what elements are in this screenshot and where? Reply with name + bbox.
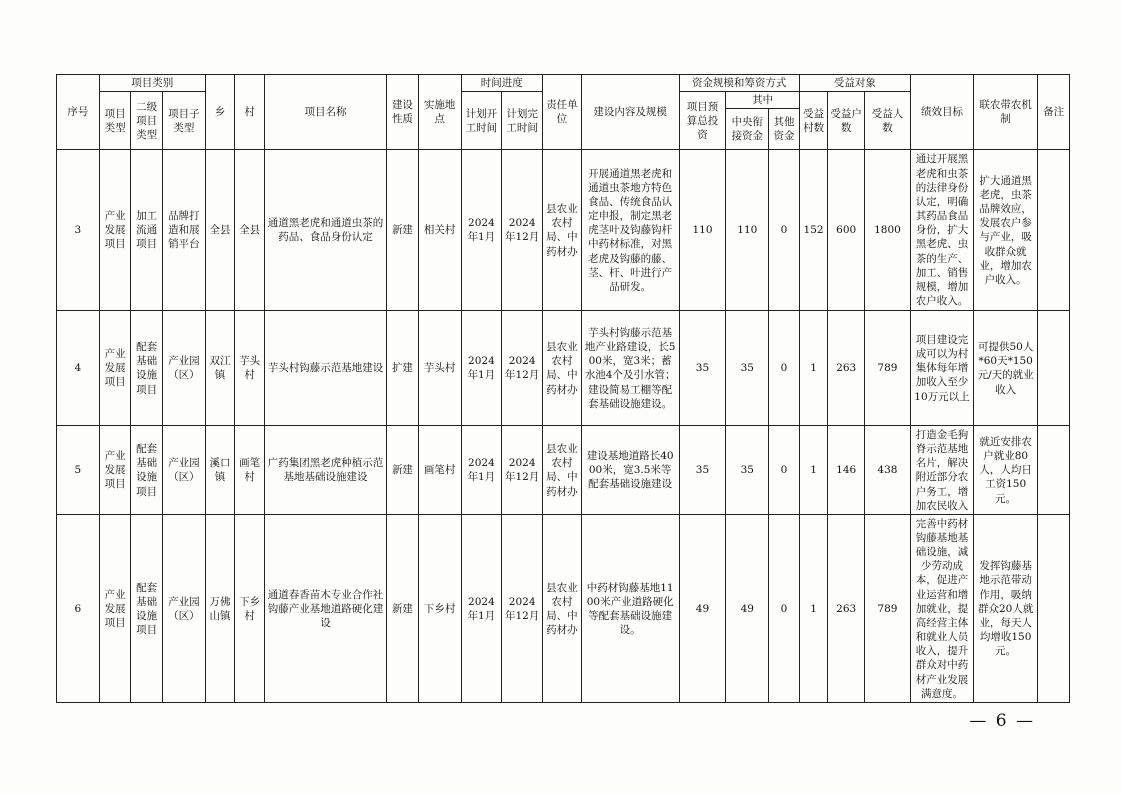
cell-goal: 打造金毛狗脊示范基地名片，解决附近部分农户务工，增加农民收入	[910, 426, 973, 515]
header-benefit-villages: 受益村数	[799, 92, 828, 150]
cell-level2: 配套基础设施项目	[131, 426, 163, 515]
header-budget: 项目预算总投资	[679, 92, 726, 150]
cell-level2: 配套基础设施项目	[131, 515, 163, 703]
cell-people: 438	[865, 426, 911, 515]
header-cat-sub: 项目子类型	[162, 92, 205, 150]
cell-mechanism: 扩大通道黑老虎，虫茶品牌效应，发展农户参与产业，吸收群众就业，增加农户收入。	[974, 150, 1038, 311]
cell-township: 全县	[205, 150, 235, 311]
header-township: 乡	[205, 75, 235, 150]
table-row	[57, 311, 1070, 426]
cell-goal: 完善中药材钩藤基地基础设施，减少劳动成本，促进产业运营和增加就业，提高经营主体和就业人员收入，提升群众对中药材产业发展满意度。	[910, 515, 973, 703]
cell-budget: 110	[679, 150, 726, 311]
header-benefit-group: 受益对象	[799, 75, 910, 92]
cell-seq: 4	[57, 311, 100, 426]
cell-type: 产业发展项目	[99, 150, 131, 311]
cell-start: 2024年1月	[461, 311, 502, 426]
cell-content: 建设基地道路长4000米，宽3.5米等配套基础设施建设	[581, 426, 679, 515]
cell-start: 2024年1月	[461, 426, 502, 515]
header-benefit-households: 受益户数	[828, 92, 865, 150]
cell-central: 35	[726, 311, 769, 426]
header-village: 村	[235, 75, 265, 150]
header-goal: 绩效目标	[910, 75, 973, 150]
cell-start: 2024年1月	[461, 150, 502, 311]
cell-mechanism: 发挥钩藤基地示范带动作用，吸纳群众20人就业，每天人均增收150元。	[974, 515, 1038, 703]
cell-villages: 1	[799, 515, 828, 703]
header-cat-level2: 二级项目类型	[131, 92, 163, 150]
header-start: 计划开工时间	[461, 92, 502, 150]
header-end: 计划完工时间	[502, 92, 543, 150]
cell-remarks	[1038, 515, 1070, 703]
header-fund-group: 资金规模和筹资方式	[679, 75, 799, 92]
cell-end: 2024年12月	[502, 426, 543, 515]
cell-sub: 品牌打造和展销平台	[162, 150, 205, 311]
cell-sub: 产业园（区）	[162, 515, 205, 703]
cell-goal: 通过开展黑老虎和虫茶的法律身份认定，明确其药品食品身份，扩大黑老虎、虫茶的生产、加工、销售规模，增加农户收入。	[910, 150, 973, 311]
header-benefit-people: 受益人数	[865, 92, 911, 150]
cell-other: 0	[769, 150, 800, 311]
cell-other: 0	[769, 311, 800, 426]
header-project-name: 项目名称	[264, 75, 386, 150]
header-content: 建设内容及规模	[581, 75, 679, 150]
cell-location: 相关村	[418, 150, 461, 311]
cell-level2: 加工流通项目	[131, 150, 163, 311]
header-cat-type: 项目类型	[99, 92, 131, 150]
cell-village: 芋头村	[235, 311, 265, 426]
cell-unit: 县农业农村局、中药材办	[543, 150, 582, 311]
cell-location: 下乡村	[418, 515, 461, 703]
cell-nature: 新建	[387, 150, 419, 311]
cell-seq: 3	[57, 150, 100, 311]
cell-seq: 5	[57, 426, 100, 515]
page-number: — 6 —	[969, 711, 1035, 731]
cell-unit: 县农业农村局、中药材办	[543, 426, 582, 515]
cell-township: 万佛山镇	[205, 515, 235, 703]
header-central: 中央衔接资金	[726, 109, 769, 150]
cell-people: 789	[865, 311, 911, 426]
cell-content: 开展通道黑老虎和通道虫茶地方特色食品、传统食品认定申报，制定黑老虎茎叶及钩藤钩杆中药材标准，对黑老虎及钩藤的藤、茎、杆、叶进行产品研发。	[581, 150, 679, 311]
cell-end: 2024年12月	[502, 515, 543, 703]
cell-end: 2024年12月	[502, 150, 543, 311]
cell-budget: 49	[679, 515, 726, 703]
cell-location: 画笔村	[418, 426, 461, 515]
cell-sub: 产业园（区）	[162, 426, 205, 515]
cell-central: 110	[726, 150, 769, 311]
cell-people: 789	[865, 515, 911, 703]
cell-central: 35	[726, 426, 769, 515]
cell-village: 全县	[235, 150, 265, 311]
table-row	[57, 515, 1070, 703]
cell-township: 溪口镇	[205, 426, 235, 515]
cell-nature: 扩建	[387, 311, 419, 426]
cell-households: 600	[828, 150, 865, 311]
header-time-group: 时间进度	[461, 75, 543, 92]
cell-central: 49	[726, 515, 769, 703]
cell-unit: 县农业农村局、中药材办	[543, 311, 582, 426]
cell-villages: 1	[799, 426, 828, 515]
cell-nature: 新建	[387, 426, 419, 515]
cell-mechanism: 可提供50人*60天*150元/天的就业收入	[974, 311, 1038, 426]
header-nature: 建设性质	[387, 75, 419, 150]
cell-location: 芋头村	[418, 311, 461, 426]
cell-unit: 县农业农村局、中药材办	[543, 515, 582, 703]
cell-goal: 项目建设完成可以为村集体每年增加收入至少10万元以上	[910, 311, 973, 426]
cell-remarks	[1038, 426, 1070, 515]
cell-households: 263	[828, 311, 865, 426]
cell-people: 1800	[865, 150, 911, 311]
cell-level2: 配套基础设施项目	[131, 311, 163, 426]
cell-remarks	[1038, 311, 1070, 426]
cell-village: 画笔村	[235, 426, 265, 515]
header-unit: 责任单位	[543, 75, 582, 150]
header-among: 其中	[726, 92, 799, 109]
cell-end: 2024年12月	[502, 311, 543, 426]
cell-type: 产业发展项目	[99, 515, 131, 703]
cell-type: 产业发展项目	[99, 311, 131, 426]
cell-budget: 35	[679, 311, 726, 426]
cell-other: 0	[769, 426, 800, 515]
header-remarks: 备注	[1038, 75, 1070, 150]
cell-seq: 6	[57, 515, 100, 703]
cell-remarks	[1038, 150, 1070, 311]
cell-township: 双江镇	[205, 311, 235, 426]
cell-sub: 产业园（区）	[162, 311, 205, 426]
cell-villages: 1	[799, 311, 828, 426]
header-category-group: 项目类别	[99, 75, 205, 92]
cell-name: 芋头村钩藤示范基地建设	[264, 311, 386, 426]
cell-mechanism: 就近安排农户就业80人，人均日工资150元。	[974, 426, 1038, 515]
cell-name: 通道春香苗木专业合作社钩藤产业基地道路硬化建设	[264, 515, 386, 703]
cell-name: 广药集团黑老虎种植示范基地基础设施建设	[264, 426, 386, 515]
header-other: 其他资金	[769, 109, 800, 150]
cell-content: 中药材钩藤基地1100米产业道路硬化等配套基础设施建设。	[581, 515, 679, 703]
cell-type: 产业发展项目	[99, 426, 131, 515]
cell-start: 2024年1月	[461, 515, 502, 703]
project-table	[56, 74, 1070, 703]
table-row	[57, 150, 1070, 311]
cell-other: 0	[769, 515, 800, 703]
cell-name: 通道黑老虎和通道虫茶的药品、食品身份认定	[264, 150, 386, 311]
header-mechanism: 联农带农机制	[974, 75, 1038, 150]
cell-villages: 152	[799, 150, 828, 311]
cell-households: 146	[828, 426, 865, 515]
table-row	[57, 426, 1070, 515]
cell-nature: 新建	[387, 515, 419, 703]
cell-budget: 35	[679, 426, 726, 515]
header-seq: 序号	[57, 75, 100, 150]
cell-households: 263	[828, 515, 865, 703]
cell-village: 下乡村	[235, 515, 265, 703]
cell-content: 芋头村钩藤示范基地产业路建设，长500米，宽3米；蓄水池4个及引水管；建设简易工棚等配套基础设施建设。	[581, 311, 679, 426]
header-location: 实施地点	[418, 75, 461, 150]
